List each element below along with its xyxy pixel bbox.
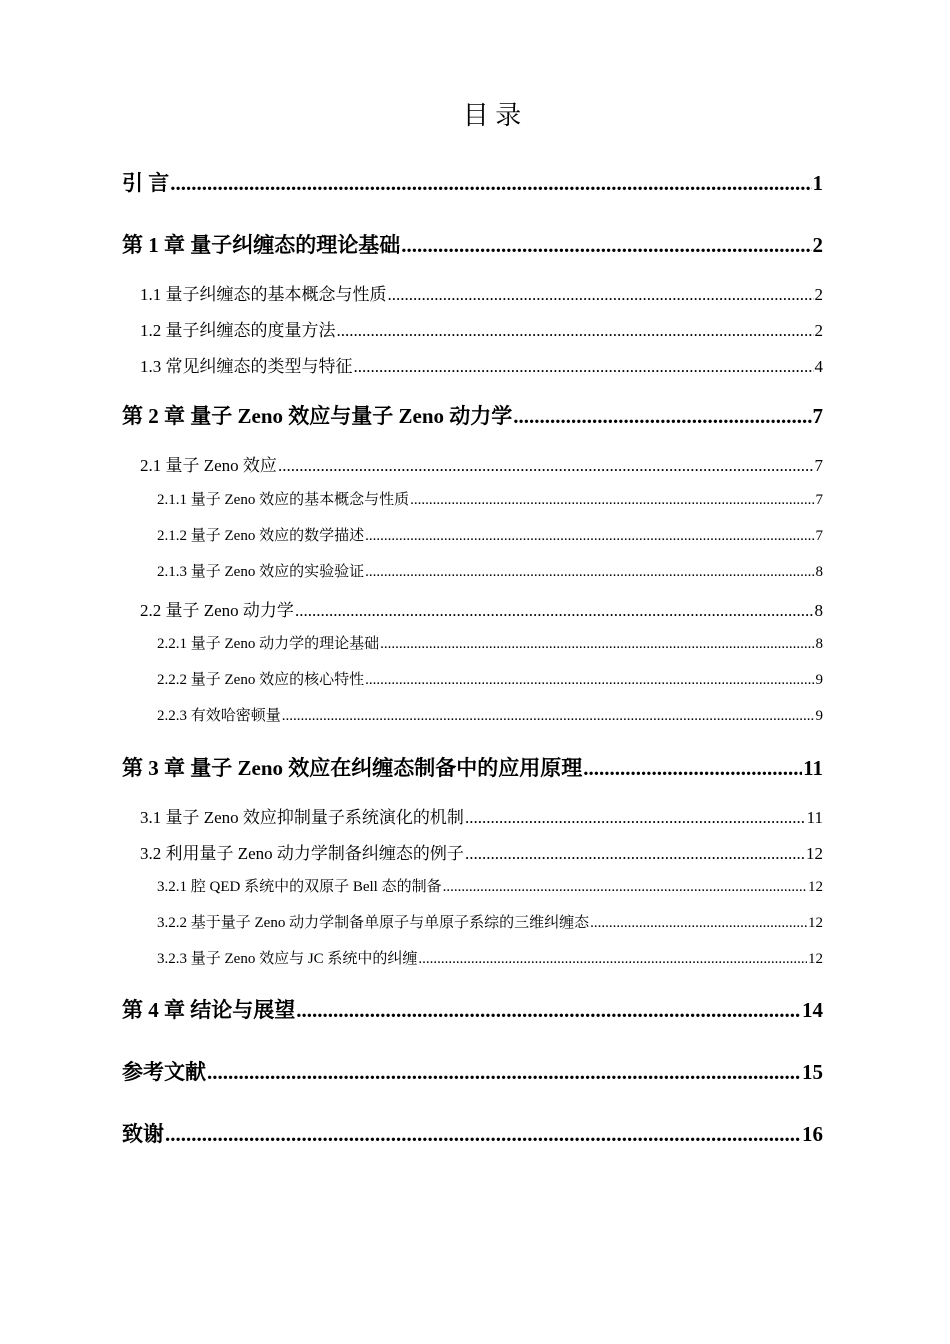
toc-entry-section-2-1[interactable]	[0, 451, 950, 481]
toc-entry-label: 第 4 章 结论与展望	[122, 998, 296, 1022]
toc-entry-page: 7	[814, 456, 823, 475]
dot-leader	[282, 708, 815, 725]
toc-row	[157, 668, 823, 689]
toc-entry-label: 3.2.3 量子 Zeno 效应与 JC 系统中的纠缠	[157, 951, 418, 967]
toc-entry-page: 9	[815, 708, 823, 724]
toc-entry-section-1-3[interactable]	[0, 352, 950, 382]
toc-entry-chapter-2[interactable]	[0, 400, 950, 430]
toc-row	[140, 596, 823, 621]
toc-row	[140, 803, 823, 828]
dot-leader	[590, 915, 807, 932]
toc-entry-section-3-2-3[interactable]	[0, 947, 950, 977]
toc-entry-section-2-2-2[interactable]	[0, 668, 950, 698]
toc-entry-section-1-1[interactable]	[0, 280, 950, 310]
dot-leader	[418, 951, 807, 968]
toc-row	[157, 560, 823, 581]
dot-leader	[295, 601, 814, 621]
toc-row	[157, 524, 823, 545]
dot-leader	[165, 1122, 801, 1147]
toc-entry-chapter-1[interactable]	[0, 229, 950, 259]
toc-entry-section-2-2-3[interactable]	[0, 704, 950, 734]
toc-row	[157, 875, 823, 896]
toc-entry-page: 2	[814, 321, 823, 340]
toc-row	[140, 839, 823, 864]
toc-row	[122, 229, 823, 259]
toc-entry-label: 1.3 常见纠缠态的类型与特征	[140, 357, 353, 376]
toc-row	[122, 167, 823, 197]
dot-leader	[380, 636, 814, 653]
toc-entry-section-2-2-1[interactable]	[0, 632, 950, 662]
toc-entry-page: 9	[815, 672, 823, 688]
toc-entry-label: 3.2.1 腔 QED 系统中的双原子 Bell 态的制备	[157, 879, 442, 895]
dot-leader	[465, 844, 805, 864]
toc-entry-label: 3.1 量子 Zeno 效应抑制量子系统演化的机制	[140, 808, 464, 827]
toc-entry-page: 16	[802, 1122, 823, 1146]
toc-entry-label: 2.1.3 量子 Zeno 效应的实验验证	[157, 564, 365, 580]
toc-entry-label: 2.2.3 有效哈密顿量	[157, 708, 281, 724]
toc-row	[157, 632, 823, 653]
dot-leader	[465, 808, 806, 828]
dot-leader	[365, 672, 814, 689]
toc-row	[157, 704, 823, 725]
toc-entry-page: 7	[815, 492, 823, 508]
toc-entry-section-2-1-3[interactable]	[0, 560, 950, 590]
toc-entry-label: 第 1 章 量子纠缠态的理论基础	[122, 233, 401, 257]
dot-leader	[170, 171, 811, 196]
dot-leader	[443, 879, 807, 896]
toc-entry-label: 第 3 章 量子 Zeno 效应在纠缠态制备中的应用原理	[122, 756, 583, 780]
toc-entry-page: 12	[806, 844, 823, 863]
toc-row	[140, 352, 823, 377]
toc-entry-acknowledgements[interactable]	[0, 1118, 950, 1148]
toc-entry-page: 7	[815, 528, 823, 544]
toc-entry-section-1-2[interactable]	[0, 316, 950, 346]
toc-entry-section-2-1-1[interactable]	[0, 488, 950, 518]
toc-entry-page: 2	[812, 233, 823, 257]
toc-row	[140, 280, 823, 305]
toc-row	[122, 1118, 823, 1148]
toc-row	[157, 947, 823, 968]
dot-leader	[337, 321, 814, 341]
toc-entry-page: 7	[812, 404, 823, 428]
toc-row	[157, 488, 823, 509]
toc-row	[122, 752, 823, 782]
toc-entry-page: 4	[814, 357, 823, 376]
dot-leader	[583, 756, 802, 781]
toc-entry-page: 1	[812, 171, 823, 195]
toc-entry-label: 1.1 量子纠缠态的基本概念与性质	[140, 285, 387, 304]
toc-entry-page: 11	[806, 808, 823, 827]
toc-entry-section-3-2[interactable]	[0, 839, 950, 869]
toc-entry-label: 3.2 利用量子 Zeno 动力学制备纠缠态的例子	[140, 844, 464, 863]
toc-entry-section-3-1[interactable]	[0, 803, 950, 833]
toc-entry-label: 2.2.2 量子 Zeno 效应的核心特性	[157, 672, 365, 688]
toc-entry-page: 8	[814, 601, 823, 620]
toc-entry-label: 3.2.2 基于量子 Zeno 动力学制备单原子与单原子系综的三维纠缠态	[157, 915, 590, 931]
dot-leader	[296, 998, 801, 1023]
toc-entry-introduction[interactable]	[0, 167, 950, 197]
toc-entry-page: 15	[802, 1060, 823, 1084]
toc-title: 目 录	[462, 101, 522, 130]
toc-entry-chapter-3[interactable]	[0, 752, 950, 782]
toc-entry-label: 2.2.1 量子 Zeno 动力学的理论基础	[157, 636, 380, 652]
toc-entry-label: 引 言	[122, 171, 170, 195]
dot-leader	[401, 233, 811, 258]
toc-row	[122, 1056, 823, 1086]
dot-leader	[278, 456, 814, 476]
toc-entry-page: 14	[802, 998, 823, 1022]
dot-leader	[410, 492, 814, 509]
dot-leader	[365, 528, 814, 545]
toc-entry-references[interactable]	[0, 1056, 950, 1086]
toc-entry-section-2-1-2[interactable]	[0, 524, 950, 554]
toc-entry-page: 2	[814, 285, 823, 304]
toc-entry-section-3-2-1[interactable]	[0, 875, 950, 905]
toc-entry-label: 2.1.1 量子 Zeno 效应的基本概念与性质	[157, 492, 410, 508]
toc-entry-label: 第 2 章 量子 Zeno 效应与量子 Zeno 动力学	[122, 404, 513, 428]
dot-leader	[513, 404, 811, 429]
toc-row	[140, 451, 823, 476]
toc-entry-section-2-2[interactable]	[0, 596, 950, 626]
toc-row	[122, 994, 823, 1024]
toc-entry-page: 12	[808, 951, 823, 967]
toc-entry-label: 2.2 量子 Zeno 动力学	[140, 601, 294, 620]
toc-entry-label: 2.1.2 量子 Zeno 效应的数学描述	[157, 528, 365, 544]
toc-entry-page: 12	[808, 879, 823, 895]
toc-entry-section-3-2-2[interactable]	[0, 911, 950, 941]
toc-entry-label: 1.2 量子纠缠态的度量方法	[140, 321, 336, 340]
toc-entry-page: 8	[815, 636, 823, 652]
dot-leader	[365, 564, 814, 581]
dot-leader	[354, 357, 814, 377]
toc-entry-label: 致谢	[122, 1122, 164, 1146]
toc-entry-label: 参考文献	[122, 1060, 206, 1084]
toc-row	[157, 911, 823, 932]
toc-entry-chapter-4[interactable]	[0, 994, 950, 1024]
dot-leader	[207, 1060, 801, 1085]
toc-row	[140, 316, 823, 341]
toc-row	[122, 400, 823, 430]
toc-entry-page: 11	[803, 756, 823, 780]
toc-entry-page: 12	[808, 915, 823, 931]
toc-entry-label: 2.1 量子 Zeno 效应	[140, 456, 277, 475]
toc-entry-page: 8	[815, 564, 823, 580]
dot-leader	[388, 285, 814, 305]
